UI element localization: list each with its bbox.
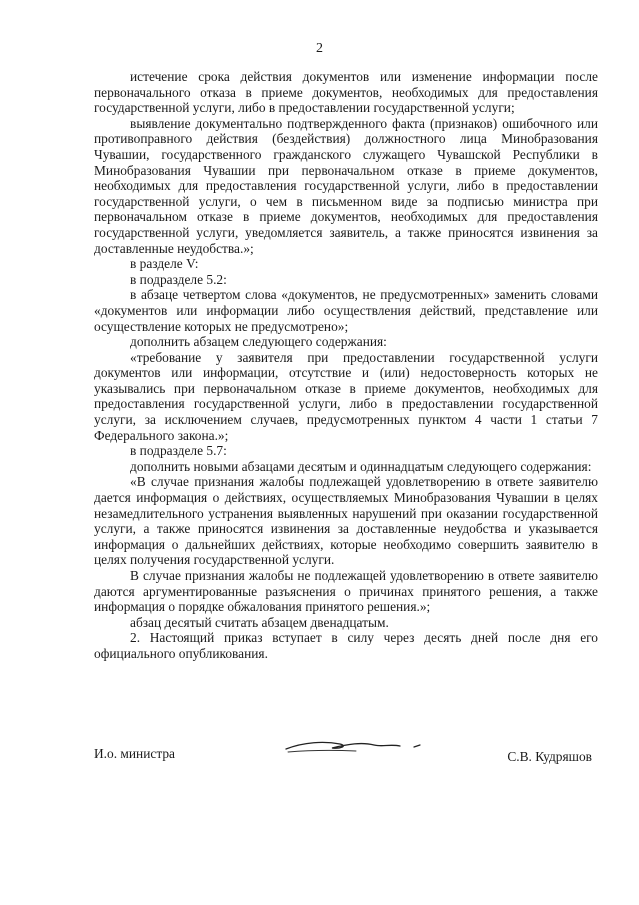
paragraph: дополнить абзацем следующего содержания: — [130, 334, 387, 350]
paragraph: абзац десятый считать абзацем двенадцатым. — [130, 614, 389, 630]
paragraph: в абзаце четвертом слова «документов, не предусмотренных» заменить словами «документов или информации либо осуществления действий, представление или осуществление которых не предусмотрено»; — [94, 287, 598, 334]
paragraph: в подразделе 5.7: — [130, 443, 227, 459]
page-number: 2 — [316, 41, 323, 56]
paragraph: истечение срока действия документов или изменение информации после первоначального отказа в приеме документов, необходимых для предоставления государственной услуги, либо в предоставлении государственной услуги; — [94, 69, 598, 116]
signatory-title: И.о. министра — [94, 746, 175, 761]
signatory-name: С.В. Кудряшов — [507, 749, 592, 764]
paragraph: «В случае признания жалобы подлежащей удовлетворению в ответе заявителю дается информация о действиях, осуществляемых Минобразования Чувашии в целях незамедлительного устранения выявленных нарушений при оказании государственной услуги, а также приносятся извинения за доставленные неудобства и указывается информация о дальнейших действиях, которые необходимо совершить заявителю в целях получения государственной услуги. — [94, 474, 598, 568]
paragraph: В случае признания жалобы не подлежащей удовлетворению в ответе заявителю даются аргументированные разъяснения о причинах принятого решения, а также информация о порядке обжалования принятого решения.»; — [94, 568, 598, 615]
paragraph: в разделе V: — [130, 256, 199, 272]
paragraph: 2. Настоящий приказ вступает в силу через десять дней после дня его официального опубликования. — [94, 630, 598, 661]
handwritten-signature — [282, 733, 432, 757]
paragraph: дополнить новыми абзацами десятым и одиннадцатым следующего содержания: — [130, 458, 592, 474]
paragraph: «требование у заявителя при предоставлении государственной услуги документов или информации, отсутствие и (или) недостоверность которых не указывались при первоначальном отказе в приеме документов, необходимых для предоставления государственной услуги, либо в предоставлении государственной услуги, за исключением случаев, предусмотренных пунктом 4 части 1 статьи 7 Федерального закона.»; — [94, 349, 598, 443]
document-body — [94, 69, 598, 662]
paragraph: выявление документально подтвержденного факта (признаков) ошибочного или противоправного действия (бездействия) должностного лица Минобразования Чувашии, государственного гражданского служащего Чувашской Республики в Минобразования Чувашии при первоначальном отказе в приеме документов, необходимых для предоставления государственной услуги, либо в предоставлении государственной услуги, о чем в письменном виде за подписью министра при первоначальном отказе в приеме документов, необходимых для предоставления государственной услуги, уведомляется заявитель, а также приносятся извинения за доставленные неудобства.»; — [94, 115, 598, 256]
paragraph: в подразделе 5.2: — [130, 271, 227, 287]
